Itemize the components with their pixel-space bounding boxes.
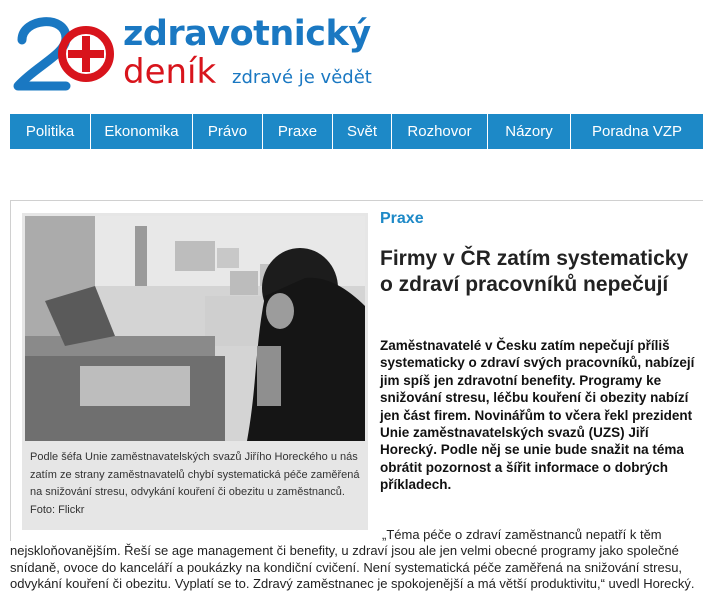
main-navigation: [10, 114, 703, 149]
nav-item-praxe[interactable]: Praxe: [263, 114, 333, 149]
article-photo[interactable]: [25, 216, 365, 441]
article-section[interactable]: Praxe: [380, 210, 424, 227]
nav-item-politika[interactable]: Politika: [10, 114, 91, 149]
nav-item-pravo[interactable]: Právo: [193, 114, 263, 149]
nav-item-svet[interactable]: Svět: [333, 114, 392, 149]
logo-2plus-icon[interactable]: [8, 10, 118, 95]
photo-caption: Podle šéfa Unie zaměstnavatelských svazů Jiřího Horeckého u nás zatím ze strany zaměstnavatelů chybí systematická péče zaměřená na snižování stresu, odvykání kouření či obezitu u zaměstnanců. Foto: Flickr: [30, 451, 360, 516]
article-body: „Téma péče o zdraví zaměstnanců nepatří k těm nejskloňovanějším. Řeší se age management či benefity, u zdraví jsou ale jen velmi obecné programy jako společné snídaně, ovoce do kanceláří a poukázky na kondiční cvičení. Není systematická péče zaměřená na snižování stresu, odvykání kouření či obezitu. Vyplatí se to. Zdravý zaměstnanec je spokojenější a má větší produktivitu,“ uvedl Horecký.: [10, 527, 695, 592]
nav-item-rozhovor[interactable]: Rozhovor: [392, 114, 488, 149]
nav-item-ekonomika[interactable]: Ekonomika: [91, 114, 193, 149]
nav-item-nazory[interactable]: Názory: [488, 114, 571, 149]
logo-title[interactable]: zdravotnický: [123, 14, 371, 54]
article-headline: Firmy v ČR zatím systematicky o zdraví pracovníků nepečují: [380, 247, 689, 296]
logo-subtitle[interactable]: deník: [123, 52, 217, 92]
site-header: [0, 0, 703, 115]
article-perex: Zaměstnavatelé v Česku zatím nepečují příliš systematicky o zdraví svých pracovníků, nabízejí jim spíš jen zdravotní benefity. Programy ke snižování stresu, léčbu kouření či obezity nabízí jen část firem. Novinářům to včera řekl prezident Unie zaměstnavatelských svazů (UZS) Jiří Horecký. Podle něj se unie bude snažit na téma obrátit pozornost a šířit informace o dobrých příkladech.: [380, 338, 695, 493]
article-photo-box: [22, 213, 368, 530]
logo-tagline: zdravé je vědět: [232, 67, 372, 88]
nav-item-poradna-vzp[interactable]: Poradna VZP: [591, 123, 683, 140]
